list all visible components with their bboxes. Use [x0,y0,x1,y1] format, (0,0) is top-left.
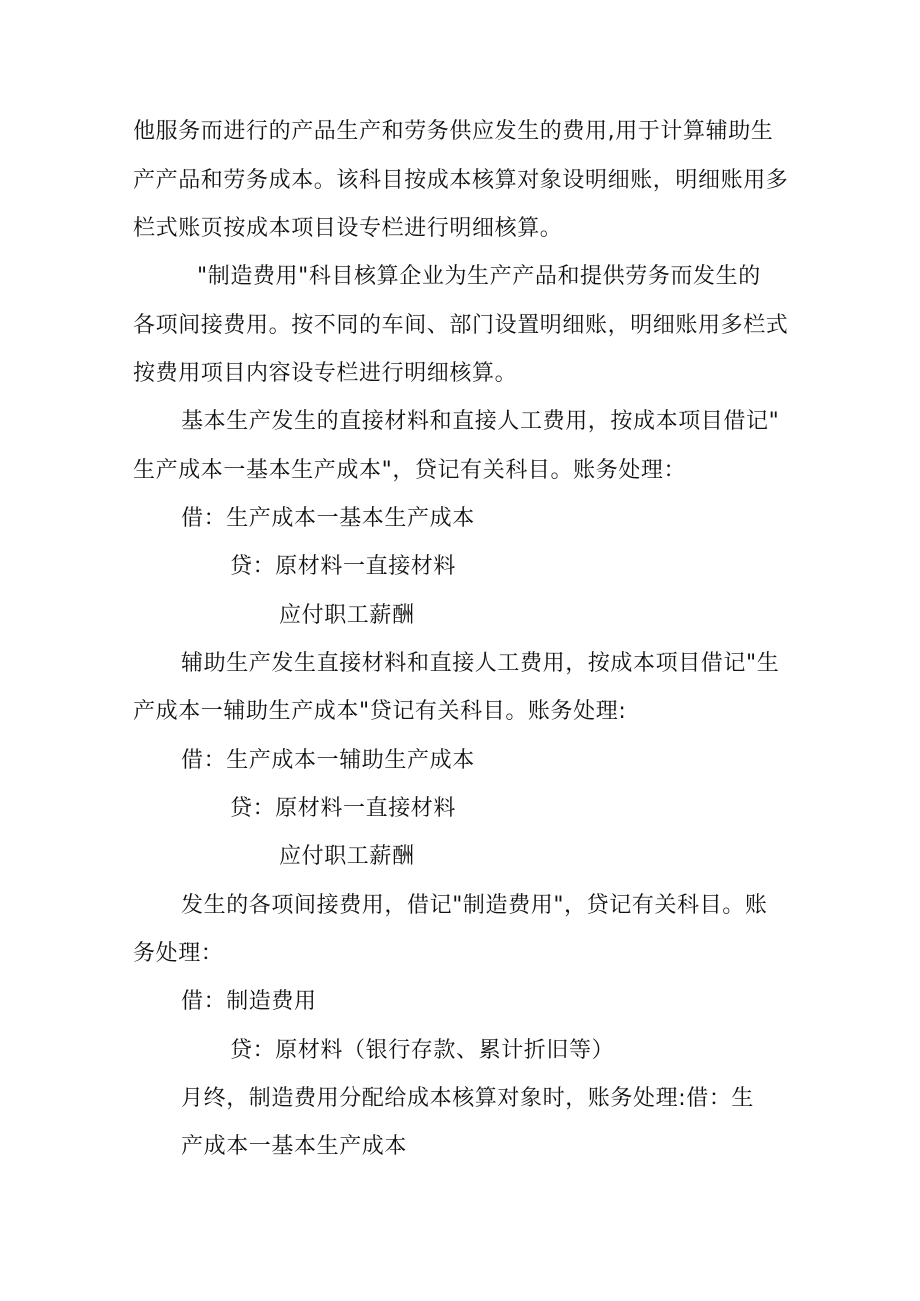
text-line: 产成本一辅助生产成本"贷记有关科目。账务处理: [133,699,627,724]
text-line: 月终，制造费用分配给成本核算对象时，账务处理:借：生 [181,1086,755,1111]
text-line: 他服务而进行的产品生产和劳务供应发生的费用,用于计算辅助生 [133,119,774,144]
text-line: 产产品和劳务成本。该科目按成本核算对象设明细账，明细账用多 [133,168,789,193]
text-line: 发生的各项间接费用，借记"制造费用"，贷记有关科目。账 [181,893,768,918]
journal-debit-line: 借：生产成本一辅助生产成本 [181,748,475,773]
journal-credit-line: 贷：原材料一直接材料 [230,554,457,579]
text-line: "制造费用"科目核算企业为生产产品和提供劳务而发生的 [197,264,761,289]
journal-credit-line: 应付职工薪酬 [279,603,415,628]
text-line: 辅助生产发生直接材料和直接人工费用，按成本项目借记"生 [181,651,780,676]
text-line: 基本生产发生的直接材料和直接人工费用，按成本项目借记" [181,409,780,434]
text-line: 按费用项目内容设专栏进行明细核算。 [133,361,518,386]
text-line: 务处理： [133,941,224,966]
journal-credit-line: 贷：原材料一直接材料 [230,796,457,821]
text-line: 栏式账页按成本项目设专栏进行明细核算。 [133,216,563,241]
text-line: 各项间接费用。按不同的车间、部门设置明细账，明细账用多栏式 [133,313,789,338]
journal-debit-line: 借：生产成本一基本生产成本 [181,506,475,531]
text-line: 产成本一基本生产成本 [181,1134,408,1159]
journal-debit-line: 借：制造费用 [181,989,317,1014]
journal-credit-line: 贷：原材料（银行存款、累计折旧等） [230,1038,615,1063]
text-line: 生产成本一基本生产成本"，贷记有关科目。账务处理： [133,458,687,483]
journal-credit-line: 应付职工薪酬 [279,844,415,869]
